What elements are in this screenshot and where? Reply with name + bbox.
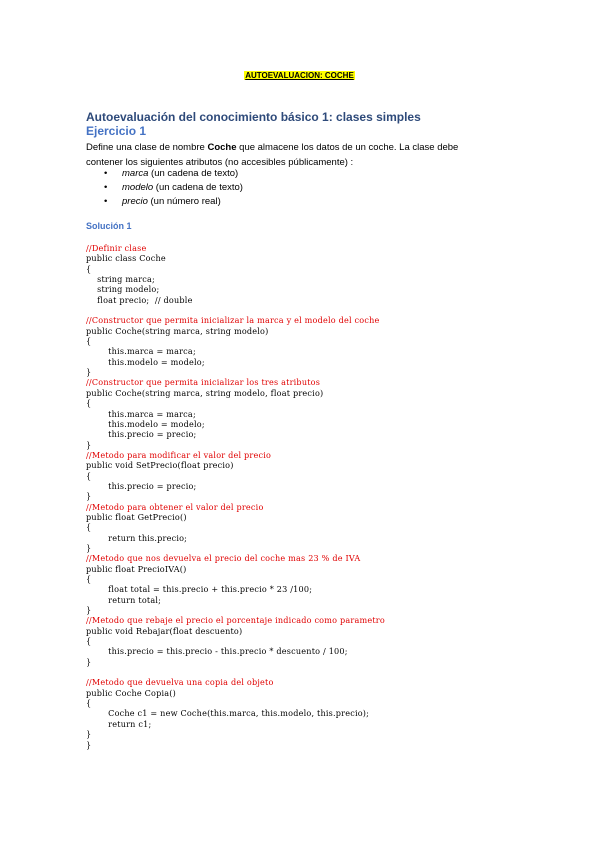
code-comment-line: //Metodo que devuelva una copia del objeto: [86, 677, 274, 688]
code-line: string modelo;: [86, 284, 160, 295]
exercise-heading: Ejercicio 1: [86, 124, 147, 138]
exercise-description: [86, 140, 506, 170]
code-comment-line: //Metodo para modificar el valor del precio: [86, 449, 272, 460]
code-comment-line: //Constructor que permita inicializar los tres atributos: [86, 377, 321, 388]
code-line: public class Coche: [86, 253, 166, 264]
code-line: {: [86, 470, 92, 481]
code-line: return this.precio;: [86, 532, 188, 543]
attribute-name: precio: [122, 196, 148, 207]
code-line: this.modelo = modelo;: [86, 356, 205, 367]
code-line: {: [86, 574, 92, 584]
attribute-name: marca: [122, 168, 149, 179]
class-name-emphasis: Coche: [207, 142, 237, 153]
code-line: float precio; // double: [86, 294, 193, 305]
attribute-item: [104, 195, 243, 209]
description-text: que almacene los datos de un coche. La clase debe: [236, 142, 459, 153]
attribute-item: [104, 181, 243, 195]
code-line: }: [86, 656, 92, 667]
code-comment-line: //Definir clase: [86, 243, 147, 253]
code-line: string marca;: [86, 274, 155, 285]
code-line: {: [86, 336, 92, 347]
bullet-icon: •: [104, 182, 108, 193]
code-comment-line: //Metodo para obtener el valor del precio: [86, 501, 264, 512]
code-comment-line: //Metodo que nos devuelva el precio del coche mas 23 % de IVA: [86, 553, 361, 564]
code-line: {: [86, 522, 92, 533]
code-line: public Coche Copia(): [86, 687, 177, 698]
attribute-list: [104, 167, 243, 209]
bullet-icon: •: [104, 168, 108, 179]
code-line: {: [86, 636, 92, 647]
code-line: [86, 667, 385, 677]
code-comment-line: //Constructor que permita inicializar la marca y el modelo del coche: [86, 315, 380, 326]
attribute-description: (un cadena de texto): [153, 182, 243, 193]
code-line: }: [86, 605, 92, 616]
code-line: this.modelo = modelo;: [86, 418, 205, 429]
code-line: }: [86, 439, 92, 450]
code-line: return c1;: [86, 718, 152, 729]
code-line: Coche c1 = new Coche(this.marca, this.modelo, this.precio);: [86, 708, 370, 719]
attribute-description: (un cadena de texto): [148, 168, 239, 179]
document-title: [0, 71, 599, 81]
document-title-text: AUTOEVALUACION: COCHE: [245, 71, 354, 80]
description-line-1: [86, 140, 506, 155]
attribute-name: modelo: [122, 182, 154, 193]
code-line: {: [86, 398, 92, 409]
code-comment-line: //Metodo que rebaje el precio el porcentaje indicado como parametro: [86, 615, 385, 626]
code-line: this.marca = marca;: [86, 408, 196, 419]
bullet-icon: •: [104, 196, 108, 207]
code-line: public Coche(string marca, string modelo): [86, 325, 269, 336]
code-block: [86, 243, 385, 750]
code-line: this.precio = this.precio - this.precio * descuento / 100;: [86, 646, 348, 657]
code-line: public void Rebajar(float descuento): [86, 625, 243, 636]
code-line: [86, 305, 385, 315]
code-line: public float GetPrecio(): [86, 511, 187, 522]
attribute-description: (un número real): [147, 196, 221, 207]
attribute-item: [104, 167, 243, 181]
code-line: {: [86, 698, 92, 709]
code-line: }: [86, 367, 92, 378]
code-line: }: [86, 729, 92, 740]
description-text: Define una clase de nombre: [86, 142, 208, 153]
code-line: this.precio = precio;: [86, 480, 197, 491]
code-line: public Coche(string marca, string modelo, float precio): [86, 387, 324, 398]
code-line: }: [86, 739, 92, 750]
code-line: return total;: [86, 594, 162, 605]
section-heading: Autoevaluación del conocimiento básico 1: clases simples: [86, 110, 421, 124]
code-line: }: [86, 491, 92, 502]
code-line: }: [86, 542, 92, 553]
code-line: {: [86, 263, 92, 274]
code-line: this.precio = precio;: [86, 429, 197, 440]
code-line: public void SetPrecio(float precio): [86, 460, 234, 471]
code-line: public float PrecioIVA(): [86, 563, 187, 574]
code-line: this.marca = marca;: [86, 346, 196, 357]
description-line-2: contener los siguientes atributos (no accesibles públicamente) :: [86, 157, 354, 168]
code-line: float total = this.precio + this.precio * 23 /100;: [86, 584, 313, 595]
solution-heading: Solución 1: [86, 221, 132, 231]
